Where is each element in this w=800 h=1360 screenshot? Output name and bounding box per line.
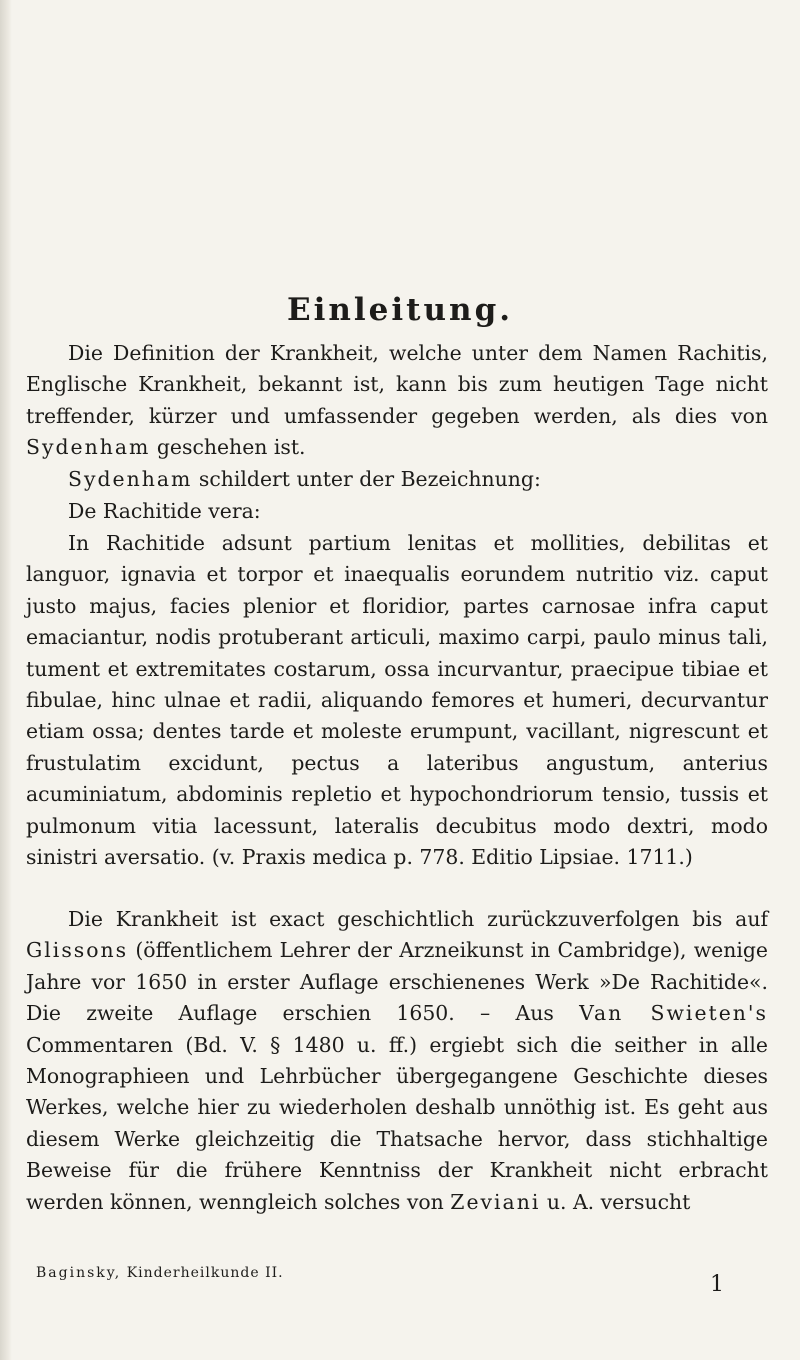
author-name-van-swieten: Van Swieten's: [579, 1001, 768, 1026]
author-name-zeviani: Zeviani: [450, 1189, 541, 1214]
signature-book: Kinderheilkunde II.: [121, 1265, 284, 1281]
paragraph-definition-text: Die Definition der Krankheit, welche unter dem Namen Rachitis, Englische Krankheit, bekannt ist, kann bis zum heutigen Tage nicht treffender, kürzer und umfassender gegeben werden, als dies von: [26, 341, 768, 428]
page-number: 1: [710, 1272, 724, 1297]
signature-author: Baginsky,: [36, 1265, 122, 1281]
paragraph-definition-end: geschehen ist.: [150, 435, 306, 460]
paragraph-history-part2: (öffentlichem Lehrer der Arzneikunst in Cambridge), wenige Jahre vor 1650 in erster Auflage erschienenes Werk »De Rachitide«. Die zweite Auflage erschien 1650. – Aus: [26, 938, 768, 1026]
author-name-glisson: Glissons: [26, 938, 129, 963]
printer-signature: [36, 1265, 284, 1281]
paragraph-sydenham-intro-text: schildert unter der Bezeichnung:: [192, 467, 541, 491]
paragraph-sydenham-intro: [26, 464, 768, 495]
chapter-title: Einleitung.: [286, 292, 514, 328]
paragraph-history: [26, 904, 768, 1218]
paragraph-history-part3: Commentaren (Bd. V. § 1480 u. ff.) ergiebt sich die seither in alle Monographieen und Lehrbücher übergegangene Geschichte dieses Werkes, welche hier zu wiederholen deshalb unnöthig ist. Es geht aus diesem Werke gleichzeitig die Thatsache hervor, dass stichhaltige Beweise für die frühere Kenntniss der Krankheit nicht erbracht werden können, wenngleich solches von: [26, 1032, 768, 1214]
author-name-sydenham-2: Sydenham: [68, 467, 193, 491]
author-name-sydenham: Sydenham: [26, 435, 151, 460]
latin-quote: In Rachitide adsunt partium lenitas et mollities, debilitas et languor, ignavia et torpor et inaequalis eorundem nutritio viz. caput justo majus, facies plenior et floridior, partes carnosae infra caput emaciantur, nodis protuberant articuli, maximo carpi, paulo minus tali, tument et extremitates costarum, ossa incurvantur, praecipue tibiae et fibulae, hinc ulnae et radii, aliquando femores et humeri, decurvantur etiam ossa; dentes tarde et moleste erumpunt, vacillant, nigrescunt et frustulatim excidunt, pectus a lateribus angustum, anterius acuminiatum, abdominis repletio et hypochondriorum tensio, tussis et pulmonum vitia lacessunt, lateralis decubitus modo dextri, modo sinistri aversatio. (v. Praxis medica p. 778. Editio Lipsiae. 1711.): [26, 531, 768, 870]
paragraph-definition: [26, 338, 768, 464]
paragraph-history-part1: Die Krankheit ist exact geschichtlich zurückzuverfolgen bis auf: [68, 907, 768, 931]
quote-title: De Rachitide vera:: [68, 499, 261, 523]
paragraph-history-part4: u. A. versucht: [540, 1189, 691, 1214]
